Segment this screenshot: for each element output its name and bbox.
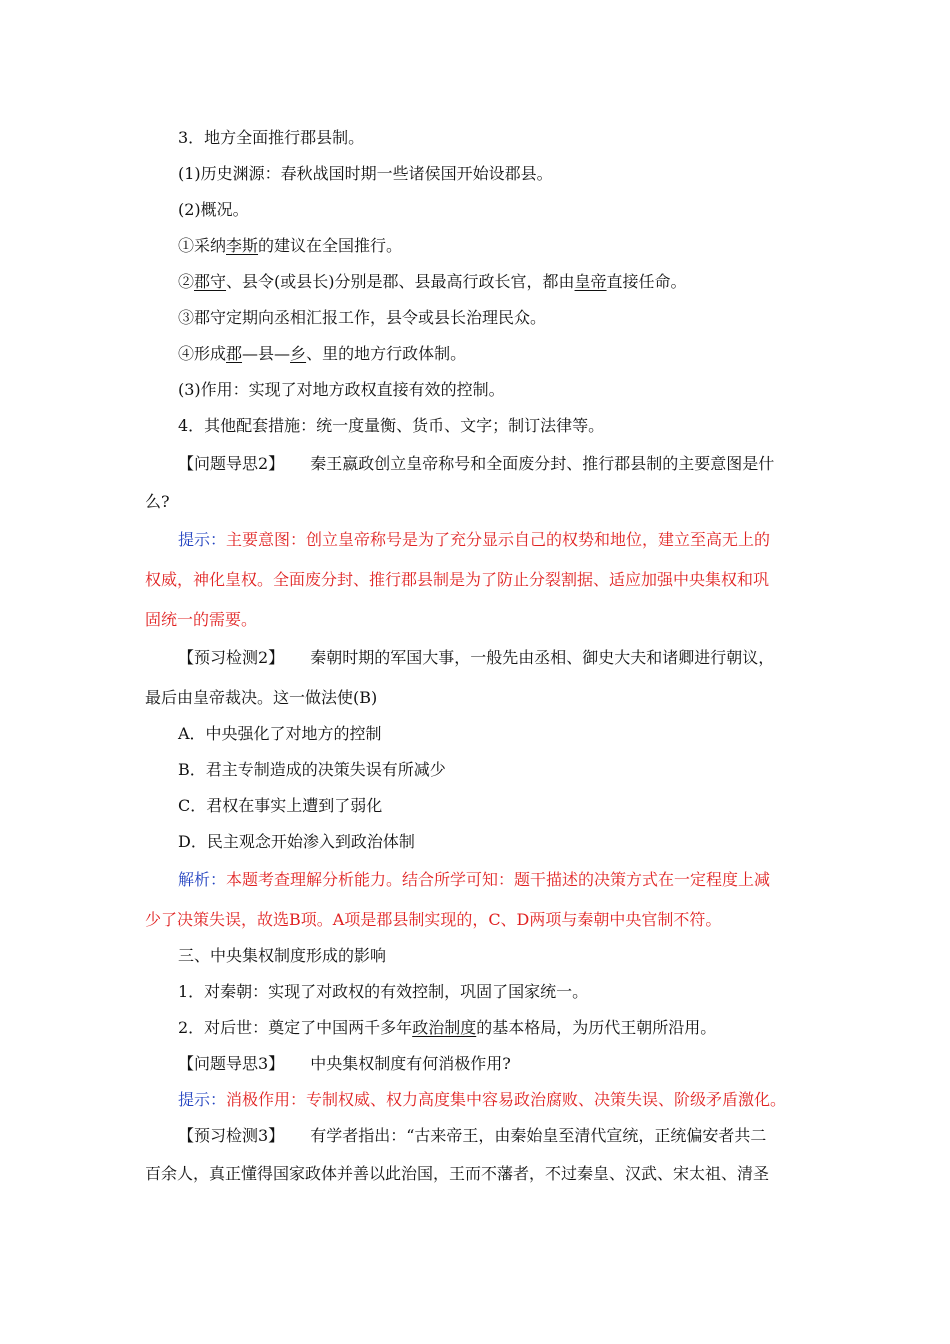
option-b: B．君主专制造成的决策失误有所减少 xyxy=(178,760,446,779)
question-guide-2: 【问题导思2】 秦王嬴政创立皇帝称号和全面废分封、推行郡县制的主要意图是什 xyxy=(178,454,775,473)
question-tag: 【预习检测3】 xyxy=(178,1126,285,1145)
section3-effect: (3)作用：实现了对地方政权直接有效的控制。 xyxy=(178,380,505,399)
preview-check-2: 【预习检测2】 秦朝时期的军国大事，一般先由丞相、御史大夫和诸卿进行朝议， xyxy=(178,648,775,667)
question-tag: 【问题导思2】 xyxy=(178,454,285,473)
preview-check-2-cont: 最后由皇帝裁决。这一做法使(B) xyxy=(145,688,378,707)
section3-origin: (1)历史渊源：春秋战国时期一些诸侯国开始设郡县。 xyxy=(178,164,553,183)
part3-item-1: 1．对秦朝：实现了对政权的有效控制，巩固了国家统一。 xyxy=(178,982,589,1001)
underlined-term: 李斯 xyxy=(226,236,259,255)
overview-item-3: ③郡守定期向丞相汇报工作，县令或县长治理民众。 xyxy=(178,308,547,327)
question-tag: 【预习检测2】 xyxy=(178,648,285,667)
overview-item-1: ①采纳李斯的建议在全国推行。 xyxy=(178,236,403,255)
underlined-term: 乡 xyxy=(290,344,307,363)
analysis-2-line2: 少了决策失误，故选B项。A项是郡县制实现的，C、D两项与秦朝中央官制不符。 xyxy=(145,910,722,929)
hint-2-line3: 固统一的需要。 xyxy=(145,610,258,629)
underlined-term: 郡 xyxy=(226,344,243,363)
overview-item-2: ②郡守、县令(或县长)分别是郡、县最高行政长官，都由皇帝直接任命。 xyxy=(178,272,687,291)
underlined-term: 皇帝 xyxy=(574,272,607,291)
option-a: A．中央强化了对地方的控制 xyxy=(178,724,382,743)
question-guide-2-cont: 么? xyxy=(145,492,170,511)
option-c: C．君权在事实上遭到了弱化 xyxy=(178,796,383,815)
option-d: D．民主观念开始渗入到政治体制 xyxy=(178,832,415,851)
hint-3: 提示：消极作用：专制权威、权力高度集中容易政治腐败、决策失误、阶级矛盾激化。 xyxy=(178,1090,787,1109)
analysis-2: 解析：本题考查理解分析能力。结合所学可知：题干描述的决策方式在一定程度上减 xyxy=(178,870,771,889)
section3-overview: (2)概况。 xyxy=(178,200,249,219)
overview-item-4: ④形成郡—县—乡、里的地方行政体制。 xyxy=(178,344,467,363)
hint-label: 提示： xyxy=(178,530,227,549)
preview-check-3-cont: 百余人，真正懂得国家政体并善以此治国，王而不藩者，不过秦皇、汉武、宋太祖、清圣 xyxy=(145,1164,770,1183)
section4: 4．其他配套措施：统一度量衡、货币、文字；制订法律等。 xyxy=(178,416,605,435)
underlined-term: 郡守 xyxy=(194,272,227,291)
question-guide-3: 【问题导思3】 中央集权制度有何消极作用? xyxy=(178,1054,511,1073)
analysis-label: 解析： xyxy=(178,870,227,889)
part3-title: 三、中央集权制度形成的影响 xyxy=(178,946,387,965)
hint-2-line2: 权威，神化皇权。全面废分封、推行郡县制是为了防止分裂割据、适应加强中央集权和巩 xyxy=(145,570,770,589)
section3-title: 3．地方全面推行郡县制。 xyxy=(178,128,365,147)
part3-item-2: 2．对后世：奠定了中国两千多年政治制度的基本格局，为历代王朝所沿用。 xyxy=(178,1018,717,1037)
underlined-term: 政治制度 xyxy=(412,1018,477,1037)
hint-label: 提示： xyxy=(178,1090,227,1109)
hint-2: 提示：主要意图：创立皇帝称号是为了充分显示自己的权势和地位，建立至高无上的 xyxy=(178,530,771,549)
question-tag: 【问题导思3】 xyxy=(178,1054,285,1073)
preview-check-3: 【预习检测3】 有学者指出：“古来帝王，由秦始皇至清代宣统，正统偏安者共二 xyxy=(178,1126,767,1145)
